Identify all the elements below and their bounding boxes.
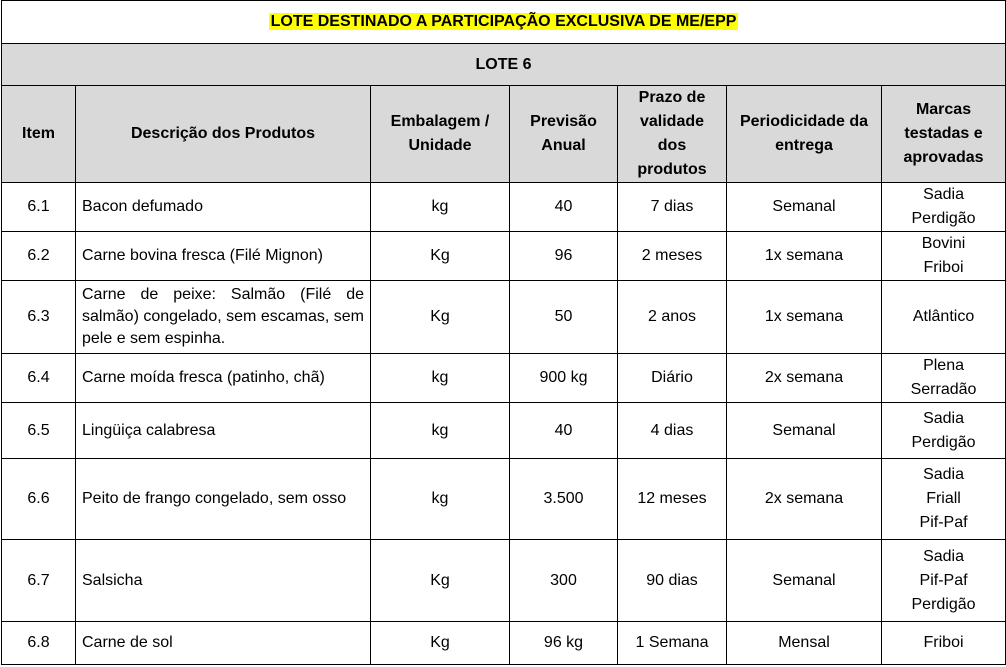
brand-name: Plena [923,357,964,374]
annual-forecast-cell: 50 [510,281,618,354]
description-cell: Peito de frango congelado, sem osso [76,459,371,540]
brand-name: Pif-Paf [919,571,968,589]
brand-name: Sadia [923,466,964,483]
delivery-frequency-cell: Semanal [727,540,882,622]
brands-cell [882,403,1006,459]
brand-name: Friboi [923,634,964,651]
description-cell: Salsicha [76,540,371,622]
item-cell: 6.5 [2,403,76,459]
annual-forecast-cell: 3.500 [510,459,618,540]
brands-cell [882,540,1006,622]
item-cell: 6.1 [2,183,76,232]
brand-name: Perdigão [911,210,976,227]
delivery-frequency-cell: 1x semana [727,232,882,281]
header-item: Item [2,86,76,183]
table-row [2,354,1006,403]
header-embalagem: Embalagem / Unidade [371,86,510,183]
table-row [2,403,1006,459]
annual-forecast-cell: 96 [510,232,618,281]
table-row [2,281,1006,354]
brand-name: Sadia [923,186,964,203]
unit-cell: kg [371,183,510,232]
validity-cell: 90 dias [618,540,727,622]
annual-forecast-cell: 40 [510,403,618,459]
brand-name: Perdigão [911,433,976,451]
table-row [2,540,1006,622]
validity-cell: 1 Semana [618,622,727,665]
delivery-frequency-cell: 2x semana [727,354,882,403]
unit-cell: Kg [371,540,510,622]
brands-cell [882,459,1006,540]
header-descricao: Descrição dos Produtos [76,86,371,183]
item-cell: 6.7 [2,540,76,622]
delivery-frequency-cell: Mensal [727,622,882,665]
validity-cell: 2 meses [618,232,727,281]
brands-cell [882,281,1006,354]
header-previsao: Previsão Anual [510,86,618,183]
description-cell: Lingüiça calabresa [76,403,371,459]
table-row [2,183,1006,232]
item-cell: 6.6 [2,459,76,540]
brand-name: Atlântico [912,308,975,325]
brand-name: Bovini [921,235,966,252]
brands-cell [882,183,1006,232]
annual-forecast-cell: 96 kg [510,622,618,665]
brands-cell [882,232,1006,281]
delivery-frequency-cell: 1x semana [727,281,882,354]
annual-forecast-cell: 300 [510,540,618,622]
unit-cell: Kg [371,622,510,665]
delivery-frequency-cell: Semanal [727,403,882,459]
validity-cell: 4 dias [618,403,727,459]
item-cell: 6.8 [2,622,76,665]
unit-cell: kg [371,459,510,540]
unit-cell: kg [371,354,510,403]
brand-name: Sadia [923,409,964,427]
brands-cell [882,622,1006,665]
description-cell: Bacon defumado [76,183,371,232]
unit-cell: Kg [371,232,510,281]
brand-name: Perdigão [911,595,976,613]
description-cell: Carne de sol [76,622,371,665]
table-row [2,622,1006,665]
header-periodicidade: Periodicidade da entrega [727,86,882,183]
description-cell: Carne bovina fresca (Filé Mignon) [76,232,371,281]
unit-cell: Kg [371,281,510,354]
item-cell: 6.3 [2,281,76,354]
validity-cell: 2 anos [618,281,727,354]
brand-name: Pif-Paf [919,514,968,531]
delivery-frequency-cell: 2x semana [727,459,882,540]
item-cell: 6.4 [2,354,76,403]
brand-name: Friall [926,490,961,507]
header-prazo: Prazo de validade dos produtos [618,86,727,183]
description-cell: Carne moída fresca (patinho, chã) [76,354,371,403]
brand-name: Sadia [923,547,964,565]
brand-name: Friboi [923,259,964,276]
description-cell: Carne de peixe: Salmão (Filé de salmão) congelado, sem escamas, sem pele e sem espinha. [76,281,371,354]
banner-text: LOTE DESTINADO A PARTICIPAÇÃO EXCLUSIVA DE ME/EPP [270,13,737,30]
annual-forecast-cell: 40 [510,183,618,232]
validity-cell: Diário [618,354,727,403]
header-marcas: Marcas testadas e aprovadas [882,86,1006,183]
table-row [2,459,1006,540]
table-body [2,183,1006,665]
item-cell: 6.2 [2,232,76,281]
brands-cell [882,354,1006,403]
lote-title: LOTE 6 [2,44,1006,86]
table-row [2,232,1006,281]
annual-forecast-cell: 900 kg [510,354,618,403]
unit-cell: kg [371,403,510,459]
delivery-frequency-cell: Semanal [727,183,882,232]
brand-name: Serradão [910,381,977,398]
lote-table [1,0,1006,665]
validity-cell: 12 meses [618,459,727,540]
validity-cell: 7 dias [618,183,727,232]
exclusive-participation-banner [2,1,1006,44]
